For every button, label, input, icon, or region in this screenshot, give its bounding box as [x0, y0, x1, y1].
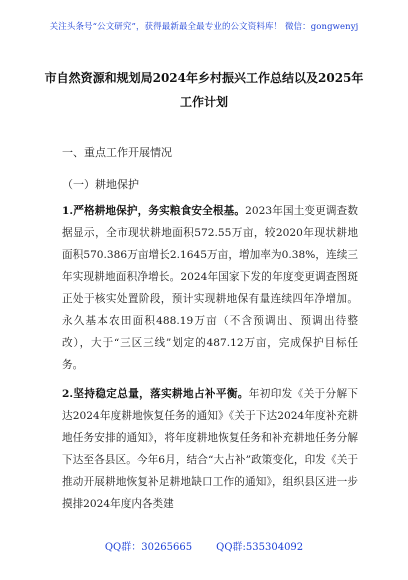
footer-qq-group-2: QQ群:535304092 — [216, 542, 304, 553]
subsection-heading: （一）耕地保护 — [62, 178, 139, 191]
paragraph-1 — [62, 200, 358, 376]
header-banner: 关注头条号“公文研究”，获得最新最全最专业的公文资料库！ 微信：gongwenyj — [49, 22, 359, 32]
section-heading: 一、重点工作开展情况 — [62, 146, 172, 159]
paragraph-2-lead: 2.坚持稳定总量，落实耕地占补平衡。 — [62, 388, 249, 400]
paragraph-1-lead: 1.严格耕地保护，务实粮食安全根基。 — [62, 205, 246, 217]
paragraph-1-body: 2023年国土变更调查数据显示，全市现状耕地面积572.55万亩，较2020年现状耕地面积570.386万亩增长2.1645万亩，增加率为0.38%，连续三年实现耕地面积净增长。2024年国家下发的年度变更调查图斑正处于核实处置阶段，预计实现耕地保有量连续四年净增加。永久基本农田面积488.19万亩（不含预调出、预调出待整改），大于“三区三线”划定的487.12万亩，完成保护目标任务。 — [62, 205, 358, 371]
paragraph-2 — [62, 383, 358, 515]
document-title: 市自然资源和规划局2024年乡村振兴工作总结以及2025年工作计划 — [44, 71, 364, 109]
paragraph-2-body: 年初印发《关于分解下达2024年度耕地恢复任务的通知》《关于下达2024年度补充耕地任务安排的通知》，将年度耕地恢复任务和补充耕地任务分解下达至各县区。今年6月，结合“大占补”政策变化，印发《关于推动开展耕地恢复补足耕地缺口工作的通知》，组织县区进一步摸排2024年度内各类建 — [62, 388, 359, 510]
footer-contact — [0, 538, 408, 553]
footer-qq-group-1: QQ群：30265665 — [104, 542, 193, 553]
